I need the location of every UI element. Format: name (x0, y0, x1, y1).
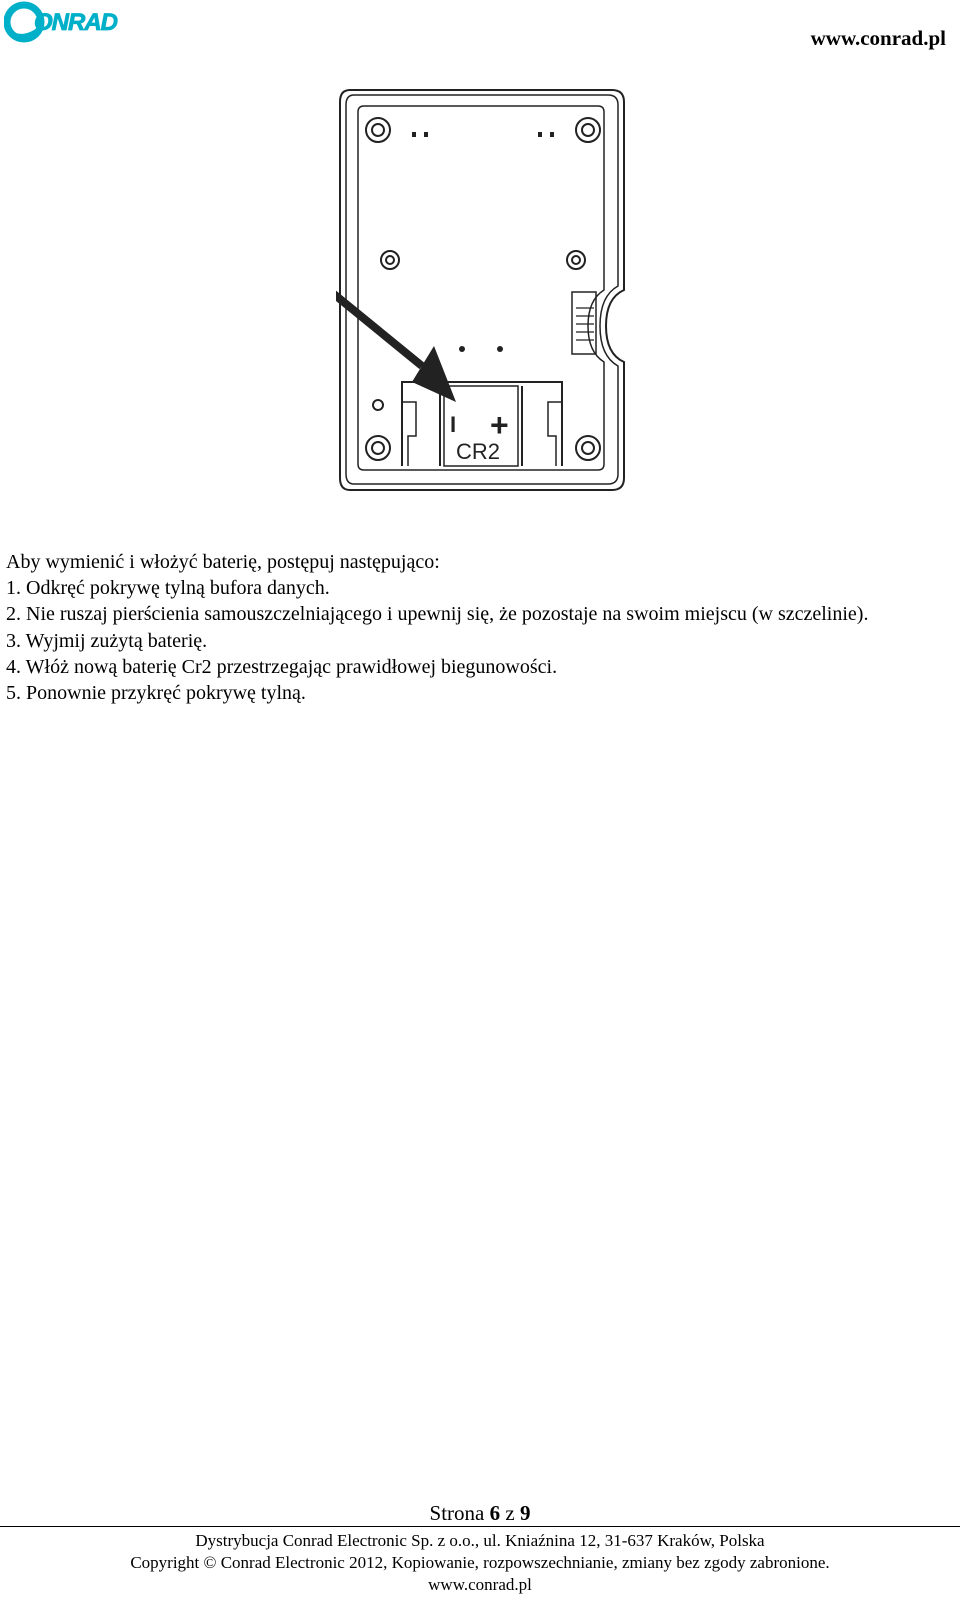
instruction-step-3: 3. Wyjmij zużytą baterię. (6, 629, 208, 652)
svg-text:ONRAD: ONRAD (34, 9, 117, 36)
page-separator: z (505, 1501, 515, 1525)
page-label: Strona (429, 1501, 485, 1525)
page-number (0, 1500, 960, 1526)
footer-address: Dystrybucja Conrad Electronic Sp. z o.o., ul. Kniaźnina 12, 31-637 Kraków, Polska (195, 1531, 765, 1550)
page-current: 6 (489, 1501, 501, 1525)
instruction-step-4: 4. Włóż nową baterię Cr2 przestrzegając prawidłowej biegunowości. (6, 655, 558, 678)
footer-divider (0, 1526, 960, 1527)
footer (0, 1530, 960, 1596)
page-total: 9 (519, 1501, 531, 1525)
battery-plus-sign: + (490, 407, 509, 443)
footer-copyright: Copyright © Conrad Electronic 2012, Kopiowanie, rozpowszechnianie, zmiany bez zgody zabronione. (130, 1553, 830, 1572)
battery-minus-sign: I (450, 412, 457, 437)
casing-outline (340, 90, 624, 490)
arrow-icon (336, 286, 456, 402)
footer-url[interactable]: www.conrad.pl (428, 1575, 532, 1594)
instructions-intro: Aby wymienić i włożyć baterię, postępuj następująco: (6, 551, 440, 573)
instruction-step-1: 1. Odkręć pokrywę tylną bufora danych. (6, 577, 330, 600)
battery-label: CR2 (456, 439, 501, 464)
instructions (6, 549, 936, 706)
instruction-step-5: 5. Ponownie przykręć pokrywę tylną. (6, 682, 306, 705)
battery-compartment-diagram (336, 86, 636, 494)
conrad-logo (4, 0, 154, 44)
instruction-step-2: 2. Nie ruszaj pierścienia samouszczelniającego i upewnij się, że pozostaje na swoim miejscu (w szczelinie). (6, 603, 869, 626)
site-url[interactable]: www.conrad.pl (810, 26, 946, 50)
